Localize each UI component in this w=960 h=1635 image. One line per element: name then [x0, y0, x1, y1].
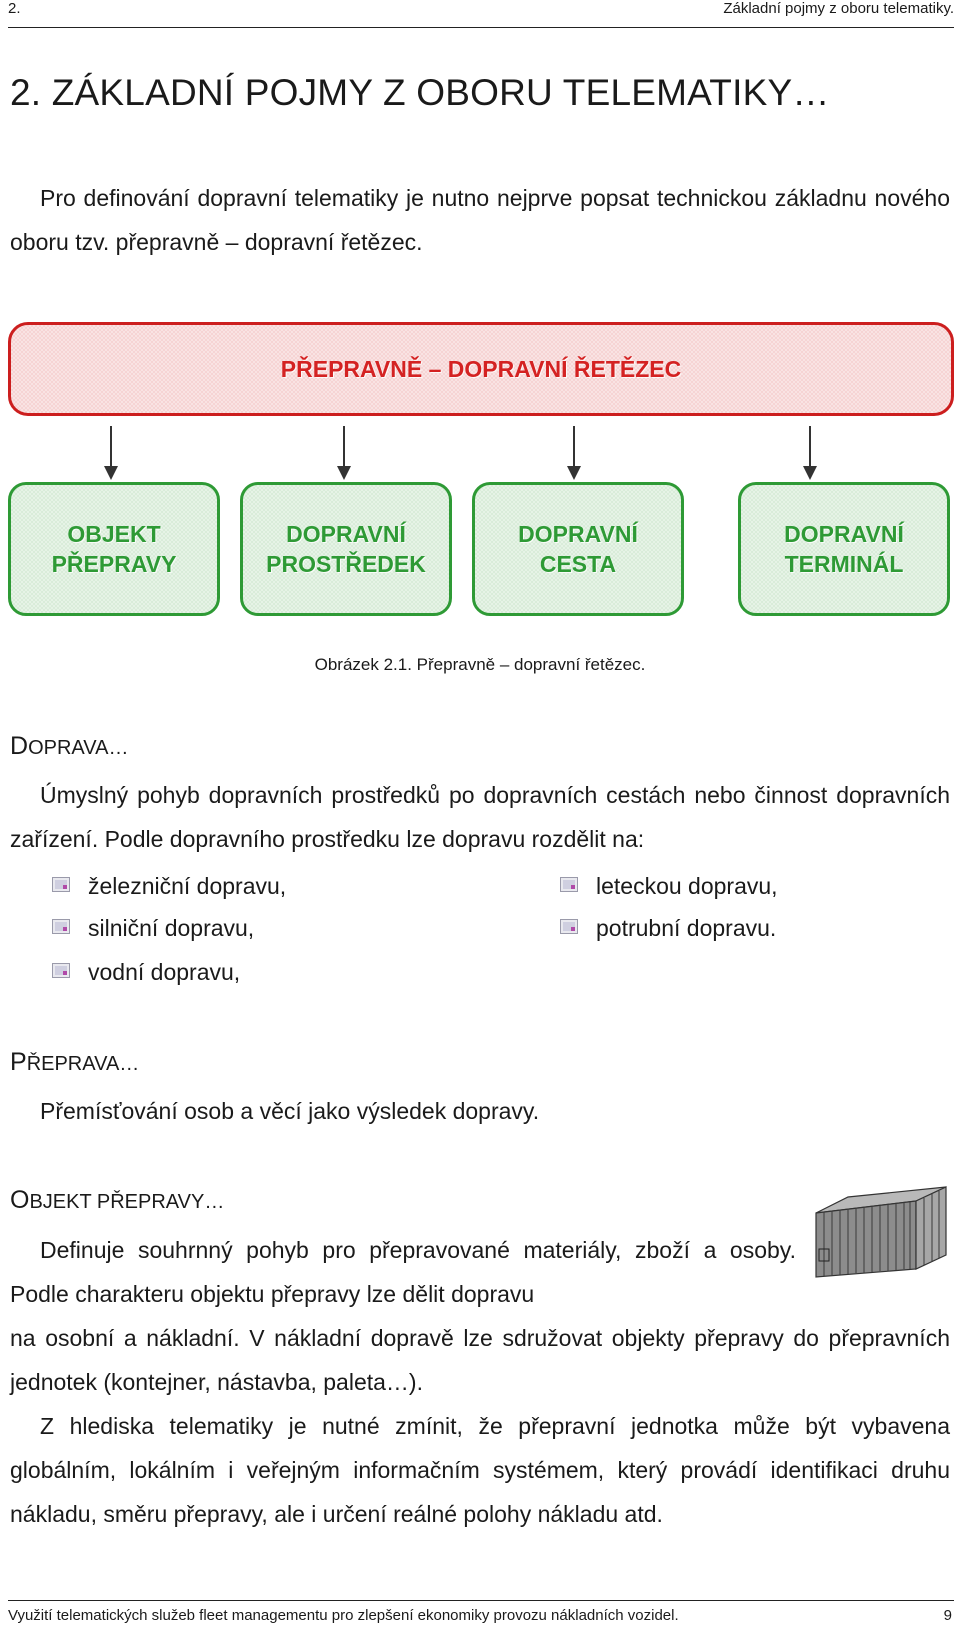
chain-box-label: OBJEKT PŘEPRAVY — [51, 521, 177, 577]
header-divider — [8, 27, 954, 28]
heading-initial: D — [10, 732, 29, 760]
bullet-text: vodní dopravu, — [88, 959, 241, 985]
bullet-icon — [560, 919, 578, 934]
arrow-down-icon — [809, 426, 811, 478]
heading-rest: BJEKT PŘEPRAVY… — [29, 1191, 225, 1213]
doprava-definition: Úmyslný pohyb dopravních prostředků po dopravních cestách nebo činnost dopravních zařízení. Podle dopravního prostředku lze dopravu rozdělit na: — [10, 782, 950, 852]
header-chapter-title: Základní pojmy z oboru telematiky. — [723, 0, 954, 17]
objekt-telematics-paragraph: Z hlediska telematiky je nutné zmínit, že přepravní jednotka může být vybavena globálním, lokálním i veřejným informačním systémem, který provádí identifikaci druhu nákladu, směru přepravy, ale i určení reálné polohy nákladu atd. — [10, 1413, 950, 1527]
heading-rest: ŘEPRAVA… — [26, 1053, 140, 1075]
chain-box-label: DOPRAVNÍ CESTA — [518, 521, 638, 577]
heading-initial: P — [10, 1048, 27, 1076]
bullet-icon — [52, 919, 70, 934]
list-item — [88, 871, 286, 901]
preprava-definition: Přemísťování osob a věcí jako výsledek dopravy. — [40, 1098, 540, 1124]
list-item — [596, 871, 778, 901]
chain-box-label: DOPRAVNÍ PROSTŘEDEK — [266, 521, 426, 577]
chain-box-dopravni-prostredek — [240, 482, 452, 616]
arrow-down-icon — [110, 426, 112, 478]
footer-divider — [8, 1600, 954, 1601]
arrow-down-icon — [573, 426, 575, 478]
shipping-container-image — [812, 1183, 950, 1279]
bullet-text: železniční dopravu, — [88, 873, 287, 899]
intro-paragraph: Pro definování dopravní telematiky je nutno nejprve popsat technickou základnu nového oboru tzv. přepravně – dopravní řetězec. — [10, 185, 950, 255]
chain-box-objekt-prepravy — [8, 482, 220, 616]
objekt-definition-part2: na osobní a nákladní. V nákladní dopravě lze sdružovat objekty přepravy do přepravních jednotek (kontejner, nástavba, paleta…). — [10, 1325, 950, 1395]
bullet-text: leteckou dopravu, — [596, 873, 778, 899]
bullet-text: silniční dopravu, — [88, 915, 255, 941]
footer-title: Využití telematických služeb fleet managementu pro zlepšení ekonomiky provozu nákladních vozidel. — [8, 1607, 679, 1624]
bullet-icon — [52, 963, 70, 978]
bullet-icon — [560, 877, 578, 892]
heading-initial: O — [10, 1186, 30, 1214]
chain-diagram — [8, 322, 954, 622]
chain-top-box — [8, 322, 954, 416]
heading-rest: OPRAVA… — [28, 737, 129, 759]
list-item — [88, 913, 254, 943]
list-item — [88, 957, 240, 987]
page-number: 9 — [943, 1607, 952, 1624]
chain-box-dopravni-cesta — [472, 482, 684, 616]
bullet-icon — [52, 877, 70, 892]
chain-box-dopravni-terminal — [738, 482, 950, 616]
chain-box-label: DOPRAVNÍ TERMINÁL — [784, 521, 904, 577]
section-heading-doprava — [10, 732, 128, 761]
header-chapter-number: 2. — [8, 0, 21, 17]
arrow-down-icon — [343, 426, 345, 478]
list-item — [596, 913, 776, 943]
bullet-text: potrubní dopravu. — [596, 915, 777, 941]
section-heading-preprava — [10, 1048, 139, 1077]
section-heading-objekt-prepravy — [10, 1186, 224, 1215]
chain-top-label: PŘEPRAVNĚ – DOPRAVNÍ ŘETĚZEC — [280, 355, 682, 382]
page-title: 2. ZÁKLADNÍ POJMY Z OBORU TELEMATIKY… — [10, 72, 830, 113]
objekt-definition-part1: Definuje souhrnný pohyb pro přepravované materiály, zboží a osoby. Podle charakteru objektu přepravy lze dělit dopravu — [10, 1237, 796, 1307]
figure-caption: Obrázek 2.1. Přepravně – dopravní řetězec. — [314, 655, 646, 674]
